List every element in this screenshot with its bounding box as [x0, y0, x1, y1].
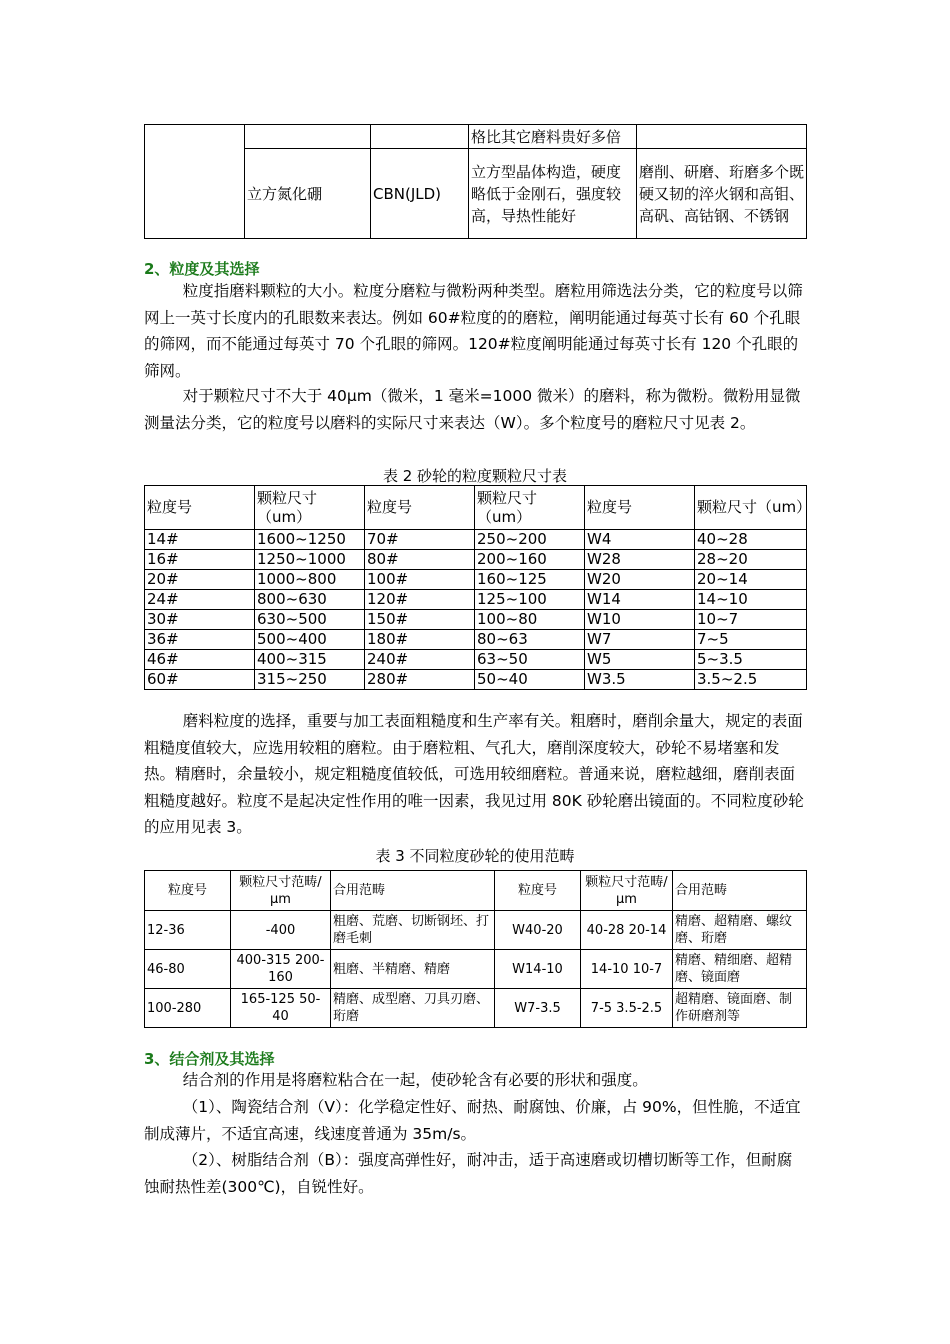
table-cell: 20# [145, 570, 255, 590]
table-cell: W14 [585, 590, 695, 610]
table-row [145, 650, 807, 670]
table-cell: 46# [145, 650, 255, 670]
table-cell: 200~160 [475, 550, 585, 570]
table-cell: 12-36 [145, 911, 231, 950]
table-row [145, 570, 807, 590]
header-cell: 颗粒尺寸（um） [475, 486, 585, 530]
table-cell: 精磨、精细磨、超精磨、镜面磨 [673, 950, 807, 989]
table-cell: W7 [585, 630, 695, 650]
table-cell: 3.5~2.5 [695, 670, 807, 690]
table-row [145, 590, 807, 610]
table-cell: 磨削、研磨、珩磨多个既硬又韧的淬火钢和高钼、高矾、高钴钢、不锈钢 [637, 149, 807, 239]
table-cell [637, 125, 807, 149]
header-cell: 合用范畴 [673, 871, 807, 911]
table-cell: 40-28 20-14 [581, 911, 673, 950]
table-cell: 80~63 [475, 630, 585, 650]
paragraph: （1）、陶瓷结合剂（V）：化学稳定性好、耐热、耐腐蚀、价廉，占 90%，但性脆，不适宜制成薄片，不适宜高速，线速度普通为 35m/s。 [144, 1098, 801, 1143]
table-cell: 7~5 [695, 630, 807, 650]
table-caption: 表 3 不同粒度砂轮的使用范畴 [375, 847, 575, 865]
table-cell: 超精磨、镜面磨、制作研磨剂等 [673, 989, 807, 1028]
table-row [145, 911, 807, 950]
table-row [145, 550, 807, 570]
header-cell: 粒度号 [145, 486, 255, 530]
table-cell: 28~20 [695, 550, 807, 570]
header-cell: 粒度号 [365, 486, 475, 530]
table-cell: CBN(JLD) [371, 149, 469, 239]
table-row [145, 630, 807, 650]
table-row [145, 149, 807, 239]
table-cell: 315~250 [255, 670, 365, 690]
section-heading: 3、结合剂及其选择 [144, 1050, 275, 1068]
table-cell: 16# [145, 550, 255, 570]
table-cell: 24# [145, 590, 255, 610]
paragraph: 结合剂的作用是将磨粒粘合在一起，使砂轮含有必要的形状和强度。 [182, 1071, 648, 1089]
table-cell: 120# [365, 590, 475, 610]
table-cell: 400-315 200-160 [231, 950, 331, 989]
table-row [145, 610, 807, 630]
table-cell: W3.5 [585, 670, 695, 690]
table-cell: 125~100 [475, 590, 585, 610]
grit-size-table [144, 485, 812, 690]
table-cell: 精磨、成型磨、刀具刃磨、珩磨 [331, 989, 495, 1028]
table-cell: 80# [365, 550, 475, 570]
header-cell: 合用范畴 [331, 871, 495, 911]
table-cell: W20 [585, 570, 695, 590]
table-header-row [145, 871, 807, 911]
table-cell: W4 [585, 530, 695, 550]
paragraph: （2）、树脂结合剂（B）：强度高弹性好，耐冲击，适于高速磨或切槽切断等工作，但耐腐蚀耐热性差(300℃)，自锐性好。 [144, 1151, 793, 1196]
table-cell: 格比其它磨料贵好多倍 [469, 125, 637, 149]
table-cell: W7-3.5 [495, 989, 581, 1028]
table-cell: 100-280 [145, 989, 231, 1028]
table-cell: 50~40 [475, 670, 585, 690]
table-cell: 1000~800 [255, 570, 365, 590]
header-cell: 粒度号 [495, 871, 581, 911]
paragraph: 磨料粒度的选择，重要与加工表面粗糙度和生产率有关。粗磨时，磨削余量大，规定的表面粗糙度值较大，应选用较粗的磨粒。由于磨粒粗、气孔大，磨削深度较大，砂轮不易堵塞和发热。精磨时，余量较小，规定粗糙度值较低，可选用较细磨粒。普通来说，磨粒越细，磨削表面粗糙度越好。粒度不是起决定性作用的唯一因素，我见过用 80K 砂轮磨出镜面的。不同粒度砂轮的应用见表 3。 [144, 712, 804, 836]
table-cell: 180# [365, 630, 475, 650]
table-cell: W10 [585, 610, 695, 630]
table-cell: 800~630 [255, 590, 365, 610]
table-cell: W5 [585, 650, 695, 670]
table-cell: 立方型晶体构造，硬度略低于金刚石，强度较高，导热性能好 [469, 149, 637, 239]
header-cell: 颗粒尺寸（um） [255, 486, 365, 530]
table-cell: 14~10 [695, 590, 807, 610]
table-cell: 150# [365, 610, 475, 630]
table-cell: W40-20 [495, 911, 581, 950]
table-row [145, 530, 807, 550]
table-cell: 5~3.5 [695, 650, 807, 670]
table-cell: 粗磨、荒磨、切断钢坯、打磨毛刺 [331, 911, 495, 950]
paragraph: 粒度指磨料颗粒的大小。粒度分磨粒与微粉两种类型。磨粒用筛选法分类，它的粒度号以筛网上一英寸长度内的孔眼数来表达。例如 60#粒度的的磨粒，阐明能通过每英寸长有 60 个孔眼的筛网，而不能通过每英寸 70 个孔眼的筛网。120#粒度阐明能通过每英寸长有 120 个孔眼的筛网。 [144, 282, 803, 380]
table-caption: 表 2 砂轮的粒度颗粒尺寸表 [382, 467, 568, 485]
abrasive-table-continuation [144, 124, 807, 239]
table-cell: 160~125 [475, 570, 585, 590]
table-cell [371, 125, 469, 149]
table-row [145, 989, 807, 1028]
table-cell: 10~7 [695, 610, 807, 630]
table-cell: 粗磨、半精磨、精磨 [331, 950, 495, 989]
table-cell: 40~28 [695, 530, 807, 550]
table-cell: 70# [365, 530, 475, 550]
table-cell: 7-5 3.5-2.5 [581, 989, 673, 1028]
table-cell: 30# [145, 610, 255, 630]
table-cell: 500~400 [255, 630, 365, 650]
header-cell: 颗粒尺寸范畴/μm [581, 871, 673, 911]
table-cell [145, 125, 245, 239]
table-cell: W28 [585, 550, 695, 570]
table-row [145, 670, 807, 690]
header-cell: 粒度号 [585, 486, 695, 530]
table-cell: 精磨、超精磨、螺纹磨、珩磨 [673, 911, 807, 950]
table-cell: 1600~1250 [255, 530, 365, 550]
grit-application-table [144, 870, 807, 1028]
table-cell: 630~500 [255, 610, 365, 630]
table-cell: 立方氮化硼 [245, 149, 371, 239]
table-cell: -400 [231, 911, 331, 950]
table-cell: 1250~1000 [255, 550, 365, 570]
table-body [145, 911, 807, 1028]
table-cell: 280# [365, 670, 475, 690]
table-cell [245, 125, 371, 149]
table-cell: 400~315 [255, 650, 365, 670]
table-cell: 250~200 [475, 530, 585, 550]
table-cell: W14-10 [495, 950, 581, 989]
table-row [145, 950, 807, 989]
table-cell: 14-10 10-7 [581, 950, 673, 989]
table-body [145, 530, 807, 690]
table-cell: 36# [145, 630, 255, 650]
table-cell: 46-80 [145, 950, 231, 989]
header-cell: 颗粒尺寸范畴/μm [231, 871, 331, 911]
table-cell: 60# [145, 670, 255, 690]
table-cell: 100~80 [475, 610, 585, 630]
paragraph: 对于颗粒尺寸不大于 40μm（微米，1 毫米=1000 微米）的磨料，称为微粉。微粉用显微测量法分类，它的粒度号以磨料的实际尺寸来表达（W）。多个粒度号的磨粒尺寸见表 2。 [144, 387, 801, 432]
table-cell: 165-125 50-40 [231, 989, 331, 1028]
section-heading: 2、粒度及其选择 [144, 260, 260, 278]
table-cell: 240# [365, 650, 475, 670]
table-row [145, 125, 807, 149]
table-cell: 100# [365, 570, 475, 590]
table-cell: 20~14 [695, 570, 807, 590]
header-cell: 颗粒尺寸（um） [695, 486, 807, 530]
header-cell: 粒度号 [145, 871, 231, 911]
table-cell: 63~50 [475, 650, 585, 670]
table-cell: 14# [145, 530, 255, 550]
table-header-row [145, 486, 807, 530]
